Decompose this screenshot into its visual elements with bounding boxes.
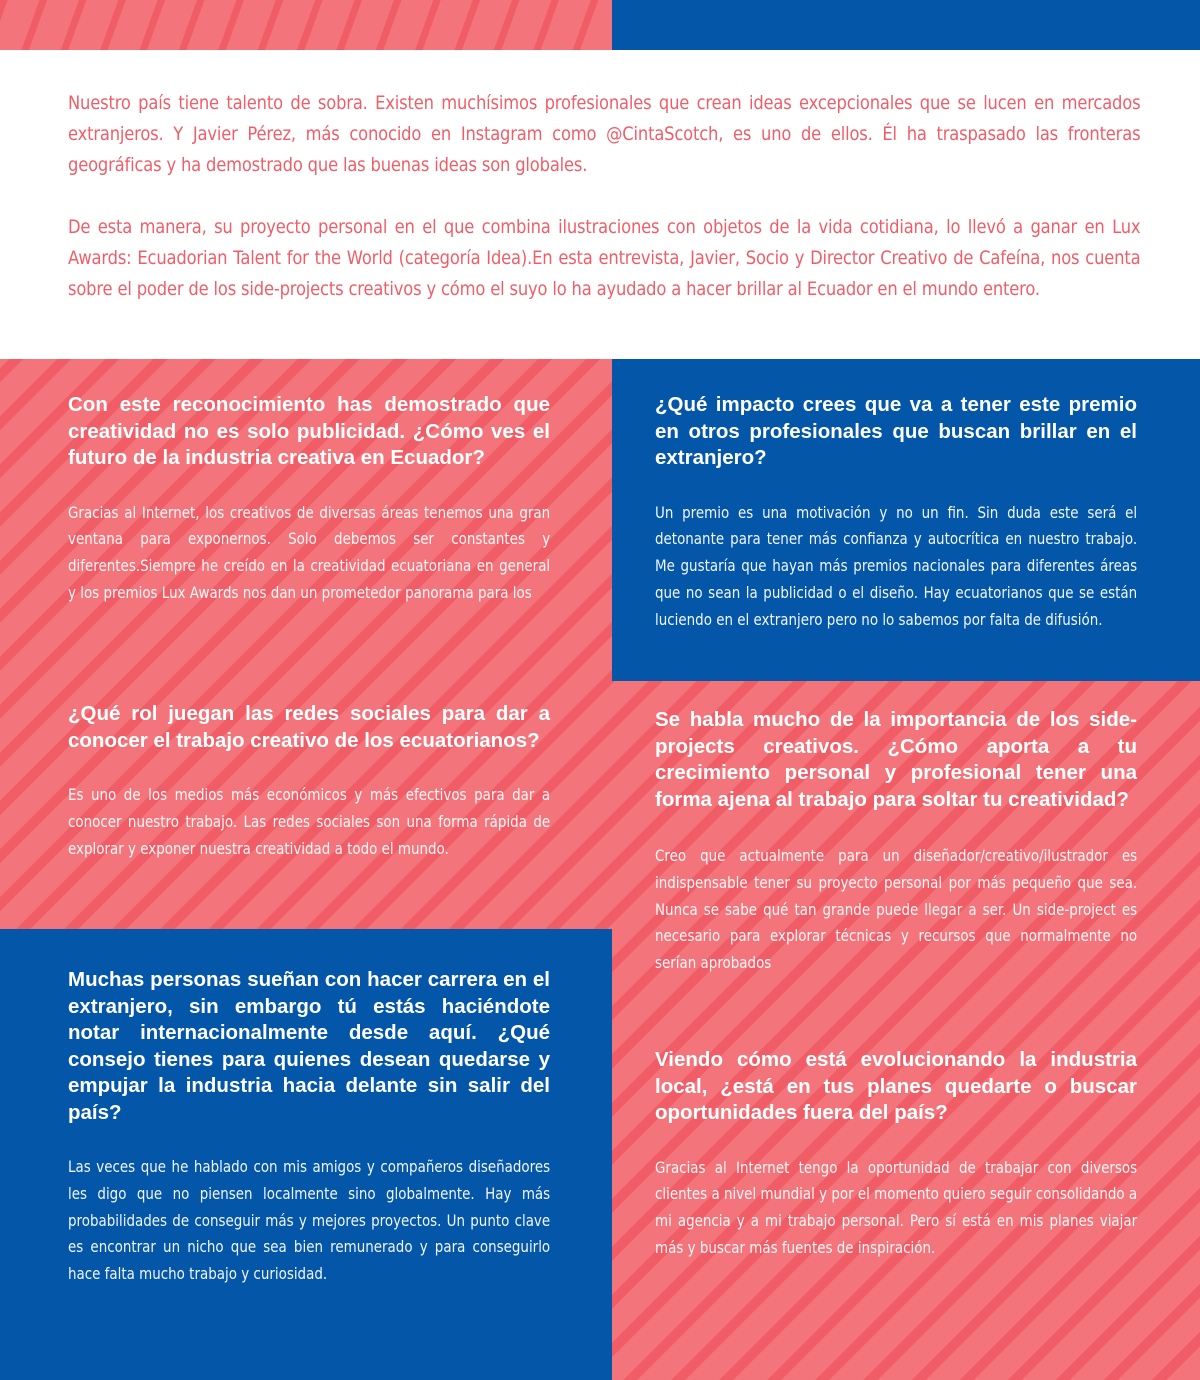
answer-text: Es uno de los medios más económicos y más efectivos para dar a conocer nuestro trabajo. Las redes sociales son una forma rápida de explorar y exponer nuestra creatividad a todo el mundo. — [68, 785, 551, 858]
qa-block — [655, 392, 1137, 633]
question-heading: Muchas personas sueñan con hacer carrera en el extranjero, sin embargo tú estás haciéndote notar internacionalmente desde aquí. ¿Qué consejo tienes para quienes desean quedarse y empujar la industria hacia delante sin salir del país? — [68, 968, 550, 1124]
question-heading: Viendo cómo está evolucionando la industria local, ¿está en tus planes quedarte o buscar oportunidades fuera del país? — [655, 1048, 1137, 1124]
qa-block — [68, 967, 550, 1288]
qa-block — [68, 392, 550, 634]
answer-text: Gracias al Internet, los creativos de diversas áreas tenemos una gran ventana para exponernos. Solo debemos ser constantes y diferentes.Siempre he creído en la creatividad ecuatoriana en general y los premios Lux Awards nos dan un prometedor panorama para los — [68, 502, 551, 602]
answer-text: Las veces que he hablado con mis amigos y compañeros diseñadores les digo que no piensen localmente sino globalmente. Hay más probabilidades de conseguir más y mejores proyectos. Un punto clave es encontrar un nicho que sea bien remunerado y para conseguirlo hace falta mucho trabajo y curiosidad. — [68, 1157, 551, 1284]
intro-text — [68, 88, 1141, 305]
answer-text: Creo que actualmente para un diseñador/creativo/ilustrador es indispensable tener su proyecto personal por más pequeño que sea. Nunca se sabe qué tan grande puede llegar a ser. Un side-project es necesario para explorar técnicas y recursos que normalmente no serían aprobados — [655, 846, 1138, 973]
qa-block — [655, 707, 1137, 977]
question-heading: ¿Qué impacto crees que va a tener este premio en otros profesionales que buscan brillar en el extranjero? — [655, 393, 1137, 469]
header-stripe-band — [0, 0, 612, 50]
question-heading: Con este reconocimiento has demostrado que creatividad no es solo publicidad. ¿Cómo ves el futuro de la industria creativa en Ecuador? — [68, 393, 550, 469]
question-heading: Se habla mucho de la importancia de los side-projects creativos. ¿Cómo aporta a tu crecimiento personal y profesional tener una forma ajena al trabajo para soltar tu creatividad? — [655, 708, 1137, 811]
intro-paragraph: Nuestro país tiene talento de sobra. Existen muchísimos profesionales que crean ideas excepcionales que se lucen en mercados extranjeros. Y Javier Pérez, más conocido en Instagram como @CintaScotch, es uno de ellos. Él ha traspasado las fronteras geográficas y ha demostrado que las buenas ideas son globales. — [68, 92, 1141, 176]
intro-paragraph: De esta manera, su proyecto personal en el que combina ilustraciones con objetos de la vida cotidiana, lo llevó a ganar en Lux Awards: Ecuadorian Talent for the World (categoría Idea).En esta entrevista, Javier, Socio y Director Creativo de Cafeína, nos cuenta sobre el poder de los side-projects creativos y cómo el suyo lo ha ayudado a hacer brillar al Ecuador en el mundo entero. — [68, 216, 1141, 300]
qa-block — [68, 701, 550, 862]
answer-text: Gracias al Internet tengo la oportunidad de trabajar con diversos clientes a nivel mundial y por el momento quiero seguir consolidando a mi agencia y a mi trabajo personal. Pero sí está en mis planes viajar más y buscar más fuentes de inspiración. — [655, 1157, 1138, 1257]
qa-block — [655, 1047, 1137, 1262]
question-heading: ¿Qué rol juegan las redes sociales para dar a conocer el trabajo creativo de los ecuatorianos? — [68, 702, 550, 752]
answer-text: Un premio es una motivación y no un fin. Sin duda este será el detonante para tener más confianza y autocrítica en nuestro trabajo. Me gustaría que hayan más premios nacionales para diferentes áreas que no sean la publicidad o el diseño. Hay ecuatorianos que se están luciendo en el extranjero pero no lo sabemos por falta de difusión. — [655, 502, 1138, 629]
header-blue-band — [612, 0, 1200, 50]
